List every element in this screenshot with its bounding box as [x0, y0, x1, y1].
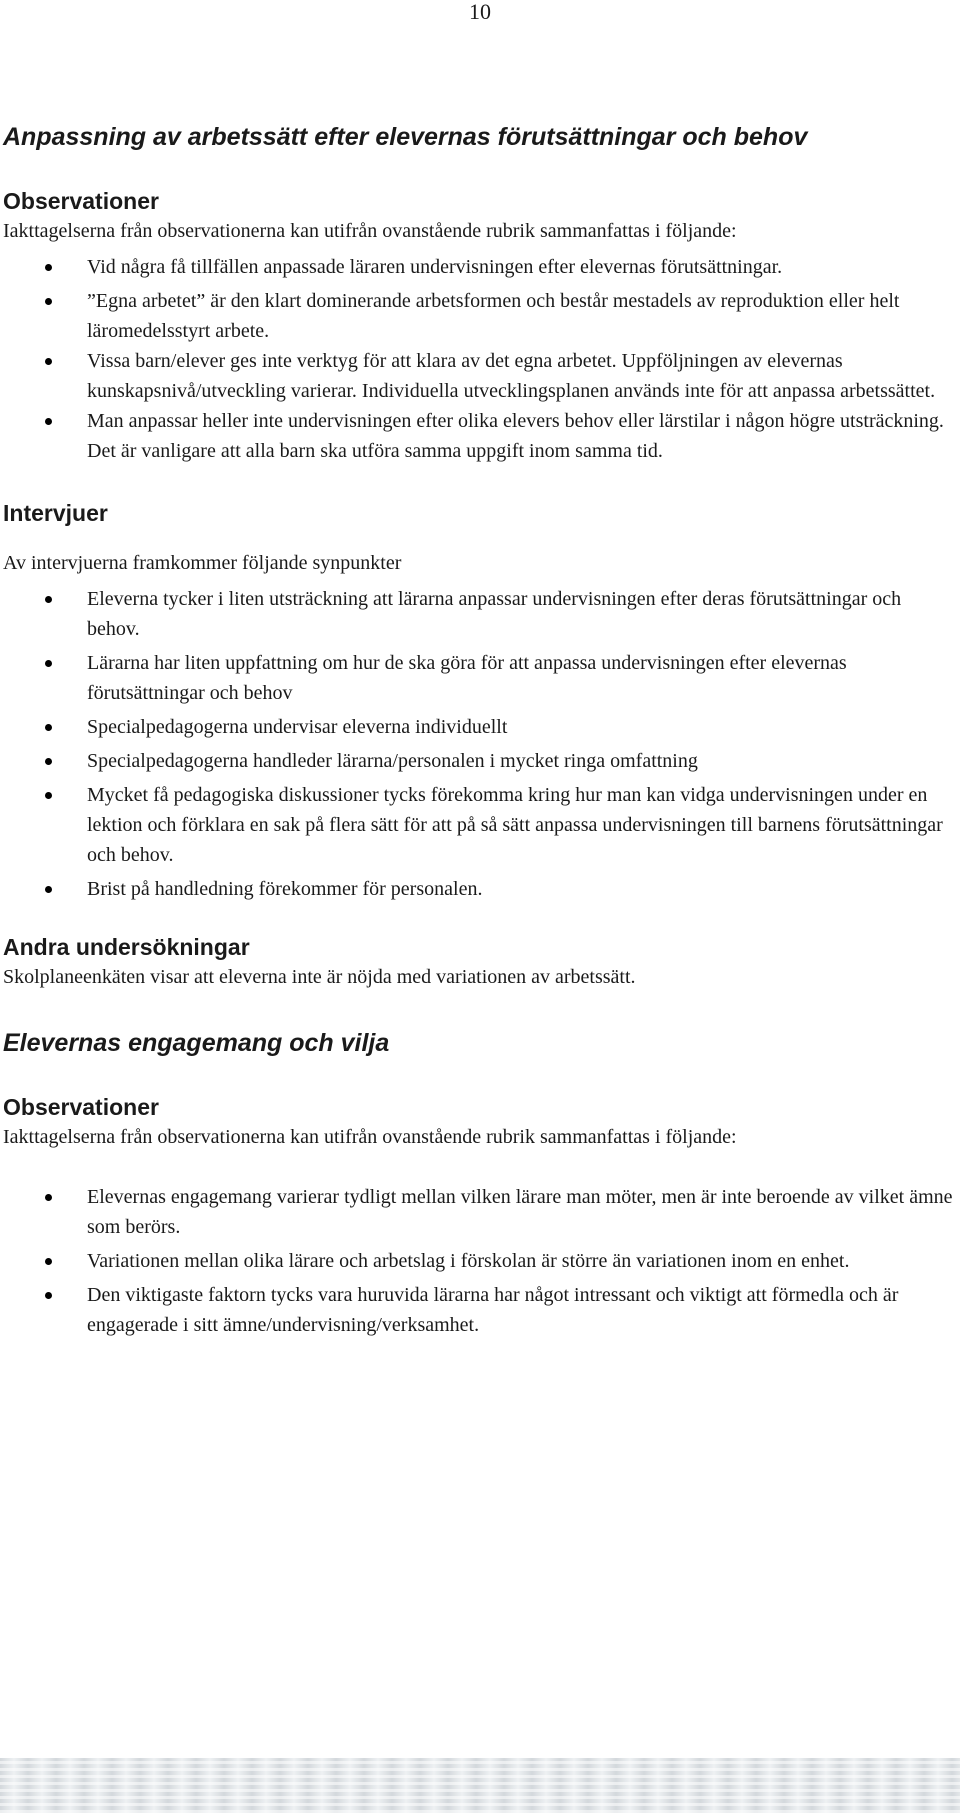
list-item: Elevernas engagemang varierar tydligt mellan vilken lärare man möter, men är inte beroende av vilket ämne som berörs.: [3, 1182, 953, 1242]
observations-intro: Iakttagelserna från observationerna kan utifrån ovanstående rubrik sammanfattas i följande:: [3, 220, 737, 242]
list-item: Eleverna tycker i liten utsträckning att lärarna anpassar undervisningen efter deras förutsättningar och behov.: [3, 584, 953, 644]
list-item: Man anpassar heller inte undervisningen efter olika elevers behov eller lärstilar i någon högre utsträckning. Det är vanligare att alla barn ska utföra samma uppgift inom samma tid.: [3, 406, 953, 466]
document-body: [3, 122, 953, 1340]
observations-intro: Iakttagelserna från observationerna kan utifrån ovanstående rubrik sammanfattas i följande:: [3, 1126, 737, 1148]
list-item: Brist på handledning förekommer för personalen.: [3, 874, 953, 904]
section-title-anpassning: Anpassning av arbetssätt efter elevernas förutsättningar och behov: [3, 123, 808, 151]
list-item: Specialpedagogerna undervisar eleverna individuellt: [3, 712, 953, 742]
list-item: ”Egna arbetet” är den klart dominerande arbetsformen och består mestadels av reproduktion eller helt läromedelsstyrt arbete.: [3, 286, 953, 346]
observations-heading: Observationer: [3, 188, 159, 214]
list-item: Vid några få tillfällen anpassade läraren undervisningen efter elevernas förutsättningar.: [3, 252, 953, 282]
interviews-list: [3, 584, 953, 904]
interviews-heading: Intervjuer: [3, 500, 108, 526]
observations-heading: Observationer: [3, 1094, 159, 1120]
decorative-footer-band: [0, 1758, 960, 1813]
section-title-engagemang: Elevernas engagemang och vilja: [3, 1029, 390, 1057]
list-item: Variationen mellan olika lärare och arbetslag i förskolan är större än variationen inom en enhet.: [3, 1246, 953, 1276]
list-item: Specialpedagogerna handleder lärarna/personalen i mycket ringa omfattning: [3, 746, 953, 776]
list-item: Lärarna har liten uppfattning om hur de ska göra för att anpassa undervisningen efter elevernas förutsättningar och behov: [3, 648, 953, 708]
interviews-intro: Av intervjuerna framkommer följande synpunkter: [3, 552, 402, 574]
observations-list: [3, 1182, 953, 1340]
list-item: Vissa barn/elever ges inte verktyg för att klara av det egna arbetet. Uppföljningen av elevernas kunskapsnivå/utveckling varierar. Individuella utvecklingsplanen används inte för att anpassa arbetssättet.: [3, 346, 953, 406]
observations-list: [3, 252, 953, 466]
other-studies-text: Skolplaneenkäten visar att eleverna inte är nöjda med variationen av arbetssätt.: [3, 966, 636, 988]
page-number: 10: [469, 0, 491, 24]
list-item: Mycket få pedagogiska diskussioner tycks förekomma kring hur man kan vidga undervisningen under en lektion och förklara en sak på flera sätt för att på så sätt anpassa undervisningen till barnens förutsättningar och behov.: [3, 780, 953, 870]
other-studies-heading: Andra undersökningar: [3, 934, 250, 960]
list-item: Den viktigaste faktorn tycks vara huruvida lärarna har något intressant och viktigt att förmedla och är engagerade i sitt ämne/undervisning/verksamhet.: [3, 1280, 953, 1340]
